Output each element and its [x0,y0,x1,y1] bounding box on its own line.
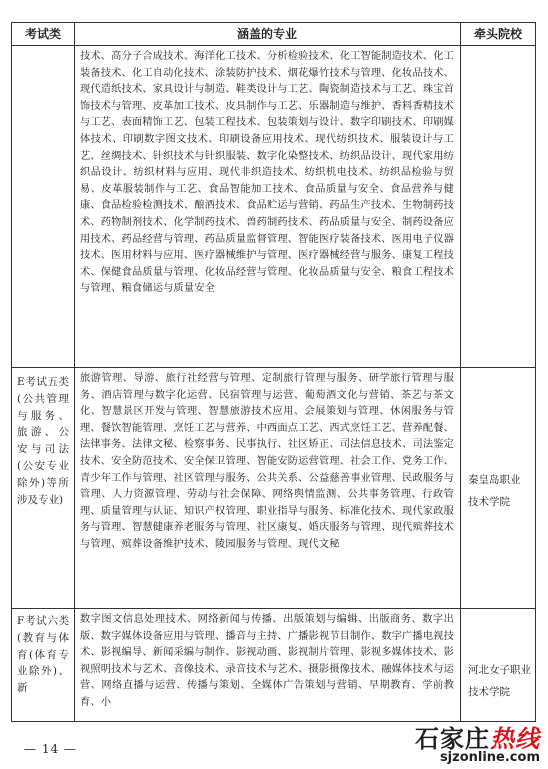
header-category: 考试类 [24,27,61,41]
exam-category-f: F考试六类(教育与体育(体育专业除外)、新 [17,615,69,695]
header-divider [12,45,535,46]
watermark-logo: 石家庄热线 [415,725,540,753]
watermark-url: sjzonline.com [439,750,540,765]
majors-table [11,22,536,722]
majors-list: 旅游管理、导游、旅行社经营与管理、定制旅行管理与服务、研学旅行管理与服务、酒店管理与数字化运营、民宿管理与运营、葡萄酒文化与营销、茶艺与茶文化、智慧景区开发与管理、智慧旅游技术应用、会展策划与管理、休闲服务与管理、餐饮智能管理、烹饪工艺与营养、中西面点工艺、西式烹饪工艺、营养配餐、法律事务、法律文秘、检察事务、民事执行、社区矫正、司法信息技术、司法鉴定技术、安全防范技术、安全保卫管理、智能安防运营管理、社会工作、党务工作、青少年工作与管理、社区管理与服务、公共关系、公益慈善事业管理、民政服务与管理、人力资源管理、劳动与社会保障、网络舆情监测、公共事务管理、行政管理、质量管理与认证、知识产权管理、职业指导与服务、标准化技术、现代家政服务与管理、智慧健康养老服务与管理、社区康复、婚庆服务与管理、现代殡葬技术与管理、殡葬设备维护技术、陵园服务与管理、现代文秘 [80,373,454,550]
row-divider [12,608,535,609]
header-lead-school: 牵头院校 [473,27,522,41]
column-divider [460,23,461,721]
majors-list: 数字图文信息处理技术、网络新闻与传播、出版策划与编辑、出版商务、数字出版、数字媒体设备应用与管理、播音与主持、广播影视节目制作、数字广播电视技术、影视编导、新闻采编与制作、影视动画、影视制片管理、影视多媒体技术、影视照明技术与艺术、音像技术、录音技术与艺术、摄影摄像技术、融媒体技术与运营、网络直播与运营、传播与策划、全媒体广告策划与营销、早期教育、学前教育、小 [80,614,454,708]
site-watermark [390,719,540,765]
majors-list: 技术、高分子合成技术、海洋化工技术、分析检验技术、化工智能制造技术、化工装备技术、化工自动化技术、涂装防护技术、烟花爆竹技术与管理、化妆品技术、现代造纸技术、家具设计与制造、鞋类设计与工艺、陶瓷制造技术与工艺、珠宝首饰技术与管理、皮革加工技术、皮具制作与工艺、乐器制造与维护、香料香精技术与工艺、表面精饰工艺、包装工程技术、包装策划与设计、数字印刷技术、印刷媒体技术、印刷数字图文技术、印刷设备应用技术、现代纺织技术、服装设计与工艺、丝绸技术、针织技术与针织服装、数字化染整技术、纺织品设计、现代家用纺织品设计、纺织材料与应用、现代非织造技术、纺织机电技术、纺织品检验与贸易、皮革服装制作与工艺、食品智能加工技术、食品质量与安全、食品营养与健康、食品检验检测技术、酿酒技术、食品贮运与营销、药品生产技术、生物制药技术、药物制剂技术、化学制药技术、兽药制药技术、药品质量与安全、制药设备应用技术、药品经营与管理、药品质量监督管理、智能医疗装备技术、医用电子仪器技术、医用材料与应用、医疗器械维护与管理、医疗器械经营与服务、康复工程技术、保健食品质量与管理、化妆品经营与管理、化妆品质量与安全、粮食工程技术与管理、粮食储运与质量安全 [80,51,454,295]
exam-category-e: E考试五类(公共管理与服务、旅游、公安与司法(公安专业除外)等所涉及专业) [17,376,69,506]
lead-school: 河北女子职业技术学院 [468,664,531,698]
header-majors: 涵盖的专业 [236,27,297,41]
lead-school: 秦皇岛职业技术学院 [468,474,521,508]
row-divider [12,367,535,368]
page-number: — 14 — [24,742,77,756]
column-divider [74,23,75,721]
